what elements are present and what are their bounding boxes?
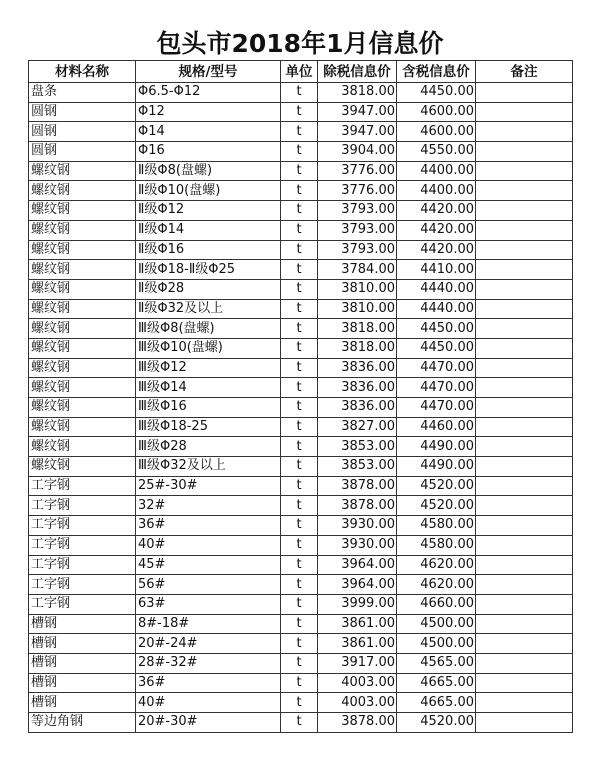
cell-spec: Φ16	[136, 142, 281, 162]
cell-pre-tax-price: 3853.00	[318, 457, 397, 477]
cell-note	[476, 142, 573, 162]
cell-spec: 20#-24#	[136, 634, 281, 654]
cell-material-name: 螺纹钢	[29, 437, 136, 457]
table-row	[29, 83, 573, 103]
cell-with-tax-price: 4520.00	[397, 713, 476, 733]
cell-note	[476, 673, 573, 693]
cell-spec: 25#-30#	[136, 476, 281, 496]
cell-with-tax-price: 4500.00	[397, 634, 476, 654]
cell-pre-tax-price: 3776.00	[318, 181, 397, 201]
cell-with-tax-price: 4600.00	[397, 102, 476, 122]
cell-with-tax-price: 4420.00	[397, 240, 476, 260]
cell-spec: 28#-32#	[136, 653, 281, 673]
cell-pre-tax-price: 3947.00	[318, 122, 397, 142]
header-material-name: 材料名称	[29, 61, 136, 83]
cell-pre-tax-price: 3878.00	[318, 476, 397, 496]
cell-spec: Φ6.5-Φ12	[136, 83, 281, 103]
cell-spec: 8#-18#	[136, 614, 281, 634]
table-row	[29, 220, 573, 240]
cell-material-name: 槽钢	[29, 614, 136, 634]
cell-with-tax-price: 4470.00	[397, 358, 476, 378]
table-row	[29, 614, 573, 634]
cell-material-name: 工字钢	[29, 594, 136, 614]
cell-unit: t	[281, 358, 318, 378]
cell-pre-tax-price: 3999.00	[318, 594, 397, 614]
cell-note	[476, 358, 573, 378]
cell-material-name: 螺纹钢	[29, 279, 136, 299]
cell-unit: t	[281, 338, 318, 358]
cell-material-name: 螺纹钢	[29, 161, 136, 181]
table-row	[29, 260, 573, 280]
cell-spec: 32#	[136, 496, 281, 516]
cell-material-name: 螺纹钢	[29, 220, 136, 240]
cell-pre-tax-price: 3853.00	[318, 437, 397, 457]
cell-note	[476, 437, 573, 457]
header-with-tax-price: 含税信息价	[397, 61, 476, 83]
cell-pre-tax-price: 3904.00	[318, 142, 397, 162]
cell-material-name: 槽钢	[29, 653, 136, 673]
cell-pre-tax-price: 3827.00	[318, 417, 397, 437]
cell-with-tax-price: 4460.00	[397, 417, 476, 437]
table-row	[29, 299, 573, 319]
cell-note	[476, 516, 573, 536]
cell-unit: t	[281, 594, 318, 614]
cell-spec: Ⅲ级Φ10(盘螺)	[136, 338, 281, 358]
cell-spec: Ⅲ级Φ8(盘螺)	[136, 319, 281, 339]
cell-material-name: 螺纹钢	[29, 378, 136, 398]
cell-note	[476, 398, 573, 418]
cell-pre-tax-price: 3836.00	[318, 378, 397, 398]
cell-pre-tax-price: 3964.00	[318, 575, 397, 595]
cell-unit: t	[281, 673, 318, 693]
table-row	[29, 653, 573, 673]
cell-pre-tax-price: 3818.00	[318, 338, 397, 358]
cell-spec: Ⅱ级Φ16	[136, 240, 281, 260]
cell-unit: t	[281, 240, 318, 260]
table-row	[29, 516, 573, 536]
cell-with-tax-price: 4600.00	[397, 122, 476, 142]
cell-spec: 56#	[136, 575, 281, 595]
cell-pre-tax-price: 4003.00	[318, 693, 397, 713]
cell-note	[476, 299, 573, 319]
cell-pre-tax-price: 3784.00	[318, 260, 397, 280]
table-row	[29, 713, 573, 733]
table-row	[29, 457, 573, 477]
cell-unit: t	[281, 398, 318, 418]
cell-material-name: 圆钢	[29, 102, 136, 122]
cell-spec: Ⅱ级Φ14	[136, 220, 281, 240]
cell-spec: Ⅱ级Φ10(盘螺)	[136, 181, 281, 201]
cell-pre-tax-price: 3964.00	[318, 555, 397, 575]
cell-note	[476, 122, 573, 142]
cell-unit: t	[281, 516, 318, 536]
cell-with-tax-price: 4420.00	[397, 201, 476, 221]
table-row	[29, 555, 573, 575]
cell-material-name: 工字钢	[29, 555, 136, 575]
table-row	[29, 693, 573, 713]
cell-unit: t	[281, 102, 318, 122]
cell-note	[476, 476, 573, 496]
cell-material-name: 螺纹钢	[29, 358, 136, 378]
cell-spec: Φ12	[136, 102, 281, 122]
table-row	[29, 673, 573, 693]
table-row	[29, 319, 573, 339]
cell-spec: 36#	[136, 673, 281, 693]
cell-unit: t	[281, 122, 318, 142]
table-row	[29, 338, 573, 358]
cell-spec: Ⅲ级Φ28	[136, 437, 281, 457]
cell-unit: t	[281, 634, 318, 654]
header-spec: 规格/型号	[136, 61, 281, 83]
cell-with-tax-price: 4400.00	[397, 181, 476, 201]
cell-unit: t	[281, 496, 318, 516]
cell-pre-tax-price: 3793.00	[318, 220, 397, 240]
cell-spec: Ⅱ级Φ8(盘螺)	[136, 161, 281, 181]
page-title: 包头市2018年1月信息价	[156, 29, 444, 58]
cell-with-tax-price: 4550.00	[397, 142, 476, 162]
cell-note	[476, 693, 573, 713]
cell-unit: t	[281, 653, 318, 673]
cell-spec: 63#	[136, 594, 281, 614]
cell-spec: Ⅱ级Φ32及以上	[136, 299, 281, 319]
cell-unit: t	[281, 535, 318, 555]
cell-material-name: 螺纹钢	[29, 338, 136, 358]
table-row	[29, 575, 573, 595]
cell-note	[476, 201, 573, 221]
cell-material-name: 螺纹钢	[29, 260, 136, 280]
cell-spec: Ⅲ级Φ16	[136, 398, 281, 418]
cell-unit: t	[281, 279, 318, 299]
cell-unit: t	[281, 476, 318, 496]
cell-material-name: 螺纹钢	[29, 417, 136, 437]
cell-with-tax-price: 4620.00	[397, 575, 476, 595]
cell-note	[476, 535, 573, 555]
cell-spec: 40#	[136, 693, 281, 713]
cell-spec: Ⅱ级Φ18-Ⅱ级Φ25	[136, 260, 281, 280]
cell-unit: t	[281, 142, 318, 162]
table-row	[29, 201, 573, 221]
table-row	[29, 358, 573, 378]
cell-with-tax-price: 4490.00	[397, 457, 476, 477]
cell-pre-tax-price: 3930.00	[318, 516, 397, 536]
cell-pre-tax-price: 4003.00	[318, 673, 397, 693]
cell-material-name: 螺纹钢	[29, 240, 136, 260]
cell-spec: 36#	[136, 516, 281, 536]
cell-material-name: 螺纹钢	[29, 457, 136, 477]
cell-material-name: 槽钢	[29, 634, 136, 654]
cell-material-name: 盘条	[29, 83, 136, 103]
cell-unit: t	[281, 181, 318, 201]
cell-unit: t	[281, 614, 318, 634]
cell-spec: Ⅱ级Φ12	[136, 201, 281, 221]
cell-pre-tax-price: 3878.00	[318, 496, 397, 516]
cell-with-tax-price: 4470.00	[397, 398, 476, 418]
cell-material-name: 螺纹钢	[29, 319, 136, 339]
cell-note	[476, 181, 573, 201]
cell-with-tax-price: 4580.00	[397, 516, 476, 536]
table-row	[29, 398, 573, 418]
cell-material-name: 螺纹钢	[29, 299, 136, 319]
header-note: 备注	[476, 61, 573, 83]
cell-spec: Ⅱ级Φ28	[136, 279, 281, 299]
cell-material-name: 螺纹钢	[29, 201, 136, 221]
cell-pre-tax-price: 3793.00	[318, 201, 397, 221]
table-row	[29, 181, 573, 201]
cell-unit: t	[281, 83, 318, 103]
table-row	[29, 496, 573, 516]
cell-note	[476, 260, 573, 280]
table-row	[29, 634, 573, 654]
cell-material-name: 等边角钢	[29, 713, 136, 733]
cell-with-tax-price: 4660.00	[397, 594, 476, 614]
cell-unit: t	[281, 437, 318, 457]
table-row	[29, 279, 573, 299]
cell-unit: t	[281, 319, 318, 339]
cell-unit: t	[281, 693, 318, 713]
cell-spec: Ⅲ级Φ14	[136, 378, 281, 398]
table-row	[29, 240, 573, 260]
table-row	[29, 535, 573, 555]
cell-with-tax-price: 4470.00	[397, 378, 476, 398]
cell-unit: t	[281, 417, 318, 437]
cell-spec: Ⅲ级Φ32及以上	[136, 457, 281, 477]
cell-spec: 45#	[136, 555, 281, 575]
cell-unit: t	[281, 575, 318, 595]
cell-spec: Ⅲ级Φ18-25	[136, 417, 281, 437]
cell-note	[476, 496, 573, 516]
cell-unit: t	[281, 299, 318, 319]
table-row	[29, 594, 573, 614]
cell-note	[476, 319, 573, 339]
cell-with-tax-price: 4580.00	[397, 535, 476, 555]
cell-with-tax-price: 4440.00	[397, 279, 476, 299]
cell-spec: Ⅲ级Φ12	[136, 358, 281, 378]
cell-material-name: 工字钢	[29, 516, 136, 536]
cell-with-tax-price: 4410.00	[397, 260, 476, 280]
cell-with-tax-price: 4400.00	[397, 161, 476, 181]
cell-unit: t	[281, 555, 318, 575]
table-row	[29, 378, 573, 398]
cell-note	[476, 634, 573, 654]
cell-unit: t	[281, 260, 318, 280]
cell-material-name: 工字钢	[29, 476, 136, 496]
cell-material-name: 工字钢	[29, 575, 136, 595]
cell-spec: Φ14	[136, 122, 281, 142]
cell-pre-tax-price: 3930.00	[318, 535, 397, 555]
cell-note	[476, 713, 573, 733]
cell-note	[476, 378, 573, 398]
table-body	[29, 83, 573, 733]
header-pre-tax-price: 除税信息价	[318, 61, 397, 83]
cell-pre-tax-price: 3861.00	[318, 634, 397, 654]
cell-material-name: 槽钢	[29, 673, 136, 693]
cell-material-name: 螺纹钢	[29, 181, 136, 201]
cell-note	[476, 240, 573, 260]
cell-note	[476, 555, 573, 575]
cell-with-tax-price: 4620.00	[397, 555, 476, 575]
cell-note	[476, 594, 573, 614]
cell-with-tax-price: 4565.00	[397, 653, 476, 673]
cell-unit: t	[281, 457, 318, 477]
cell-spec: 20#-30#	[136, 713, 281, 733]
table-row	[29, 142, 573, 162]
cell-note	[476, 83, 573, 103]
cell-pre-tax-price: 3818.00	[318, 319, 397, 339]
cell-pre-tax-price: 3810.00	[318, 299, 397, 319]
table-row	[29, 161, 573, 181]
cell-material-name: 螺纹钢	[29, 398, 136, 418]
cell-with-tax-price: 4450.00	[397, 338, 476, 358]
cell-pre-tax-price: 3917.00	[318, 653, 397, 673]
cell-spec: 40#	[136, 535, 281, 555]
cell-pre-tax-price: 3793.00	[318, 240, 397, 260]
cell-material-name: 工字钢	[29, 496, 136, 516]
cell-with-tax-price: 4520.00	[397, 496, 476, 516]
cell-pre-tax-price: 3878.00	[318, 713, 397, 733]
cell-with-tax-price: 4450.00	[397, 83, 476, 103]
table-row	[29, 122, 573, 142]
cell-note	[476, 161, 573, 181]
cell-material-name: 工字钢	[29, 535, 136, 555]
cell-material-name: 圆钢	[29, 122, 136, 142]
cell-pre-tax-price: 3836.00	[318, 358, 397, 378]
cell-with-tax-price: 4665.00	[397, 673, 476, 693]
header-unit: 单位	[281, 61, 318, 83]
cell-unit: t	[281, 161, 318, 181]
cell-material-name: 圆钢	[29, 142, 136, 162]
cell-note	[476, 653, 573, 673]
cell-with-tax-price: 4500.00	[397, 614, 476, 634]
cell-note	[476, 220, 573, 240]
cell-note	[476, 338, 573, 358]
cell-note	[476, 575, 573, 595]
table-row	[29, 476, 573, 496]
cell-note	[476, 102, 573, 122]
cell-with-tax-price: 4520.00	[397, 476, 476, 496]
table-header-row	[29, 61, 573, 83]
cell-pre-tax-price: 3861.00	[318, 614, 397, 634]
cell-with-tax-price: 4450.00	[397, 319, 476, 339]
cell-unit: t	[281, 220, 318, 240]
cell-with-tax-price: 4490.00	[397, 437, 476, 457]
table-row	[29, 102, 573, 122]
cell-pre-tax-price: 3836.00	[318, 398, 397, 418]
cell-note	[476, 457, 573, 477]
table-row	[29, 417, 573, 437]
cell-note	[476, 417, 573, 437]
price-table	[28, 60, 573, 733]
cell-unit: t	[281, 378, 318, 398]
cell-pre-tax-price: 3947.00	[318, 102, 397, 122]
cell-unit: t	[281, 201, 318, 221]
cell-unit: t	[281, 713, 318, 733]
cell-note	[476, 614, 573, 634]
cell-pre-tax-price: 3818.00	[318, 83, 397, 103]
cell-pre-tax-price: 3776.00	[318, 161, 397, 181]
cell-with-tax-price: 4440.00	[397, 299, 476, 319]
cell-with-tax-price: 4665.00	[397, 693, 476, 713]
cell-pre-tax-price: 3810.00	[318, 279, 397, 299]
table-row	[29, 437, 573, 457]
cell-material-name: 槽钢	[29, 693, 136, 713]
cell-note	[476, 279, 573, 299]
cell-with-tax-price: 4420.00	[397, 220, 476, 240]
